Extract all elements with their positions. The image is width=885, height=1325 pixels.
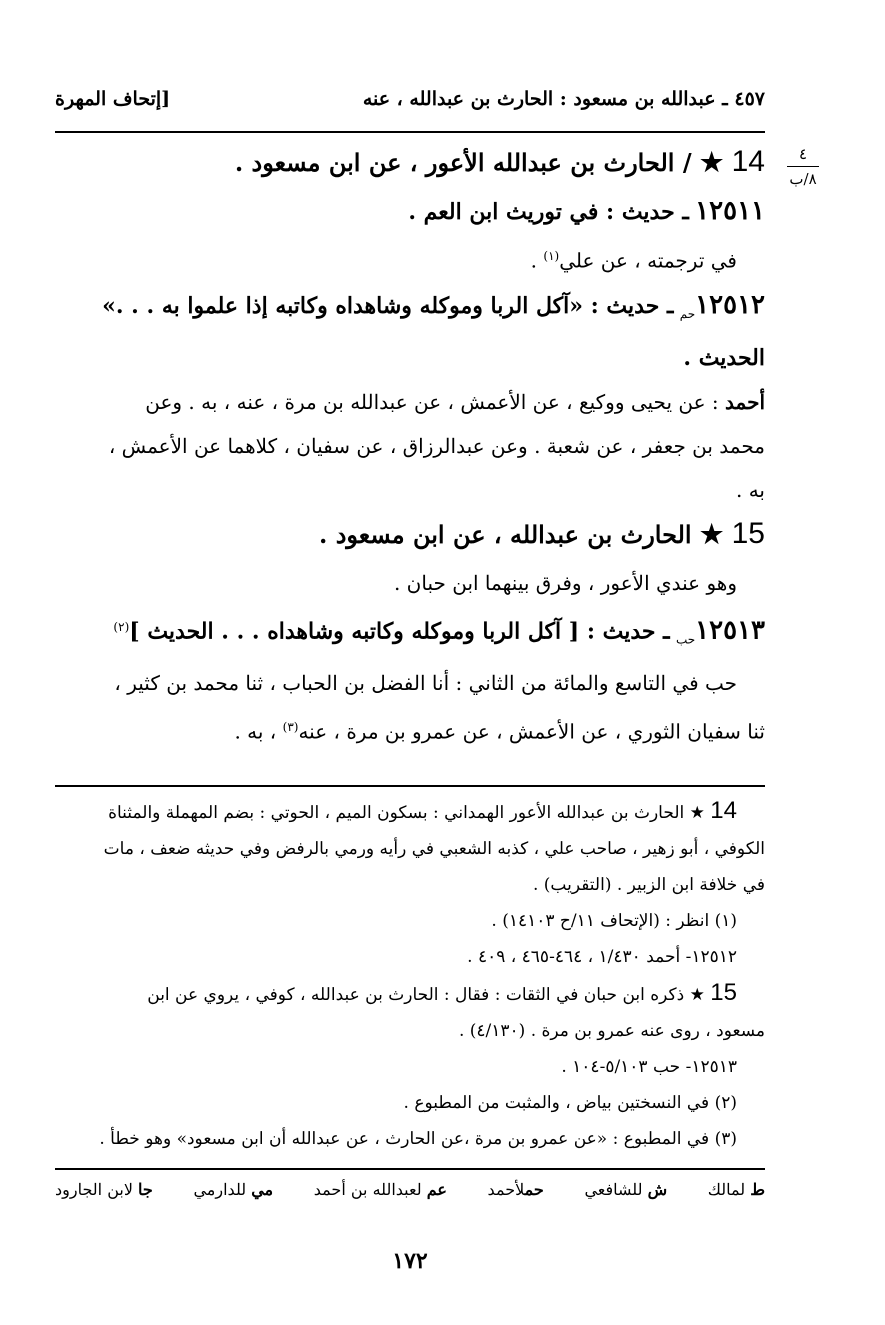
hadith-number: ١٢٥١٢ [695, 289, 765, 320]
footnote-2: (٢) في النسختين بياض ، والمثبت من المطبوع . [403, 1093, 737, 1113]
footnote-text: ذكره ابن حبان في الثقات : فقال : الحارث بن عبدالله ، كوفي ، يروي عن ابن [147, 985, 685, 1005]
footnotes [55, 793, 765, 1157]
hadith-text-12511 [55, 234, 765, 283]
sigla-item: مي للدارمي [193, 1180, 274, 1199]
sigla-rule [55, 1168, 765, 1170]
text-line: به . [735, 477, 765, 502]
footnote-12512: ١٢٥١٢- أحمد ١/٤٣٠ ، ٤٦٤-٤٦٥ ، ٤٠٩ . [467, 947, 737, 967]
manuscript-folio-note [781, 145, 825, 188]
sigla-legend [55, 1180, 765, 1199]
footnote-rule [55, 785, 765, 787]
sigla-item: عم لعبدالله بن أحمد [313, 1180, 447, 1199]
narrator-name: الحارث بن عبدالله ، عن ابن مسعود . [318, 519, 692, 549]
header-book-title: [إتحاف المهرة [55, 88, 171, 110]
star-icon: ★ [689, 803, 705, 823]
footnote-text: مسعود ، روى عنه عمرو بن مرة . (٤/١٣٠) . [458, 1021, 765, 1041]
footnote-text: الحارث بن عبدالله الأعور الهمداني : بسكون الميم ، الحوتي : بضم المهملة والمثناة [108, 803, 685, 823]
hadith-number: ١٢٥١١ [695, 196, 765, 226]
text-line: ثنا سفيان الثوري ، عن الأعمش ، عن عمرو بن مرة ، عنه [298, 719, 765, 744]
folio-top: ٤ [798, 145, 808, 163]
sigla-item: ش للشافعي [584, 1180, 668, 1199]
footnote-text: الكوفي ، أبو زهير ، صاحب علي ، كذبه الشعبي في رأيه ورمي بالرفض وفي حديثه ضعف ، مات [103, 839, 765, 859]
narrator-heading-15 [55, 512, 765, 557]
page-number: ١٧٢ [392, 1248, 428, 1274]
footnote-narrator-number: 14 [710, 797, 737, 824]
narrator-note-15: وهو عندي الأعور ، وفرق بينهما ابن حبان . [393, 570, 737, 595]
text-line: حب في التاسع والمائة من الثاني : أنا الفضل بن الحباب ، ثنا محمد بن كثير ، [114, 671, 737, 696]
footnote-14 [55, 793, 765, 831]
source-author: أحمد [725, 389, 765, 414]
footnote-3: (٣) في المطبوع : «عن عمرو بن مرة ،عن الحارث ، عن عبدالله أن ابن مسعود» وهو خطأ . [99, 1129, 737, 1149]
folio-divider [787, 166, 819, 167]
book-page [55, 0, 817, 1325]
hadith-heading-12511 [55, 189, 765, 234]
header-chapter-title: ٤٥٧ ـ عبدالله بن مسعود : الحارث بن عبدالله ، عنه [362, 88, 765, 110]
hadith-number: ١٢٥١٣ [695, 615, 765, 646]
footnote-1: (١) انظر : (الإتحاف ١١/ح ١٤١٠٣) . [491, 911, 737, 931]
text-end: . [530, 248, 544, 273]
footnote-ref: (١) [543, 249, 560, 263]
narrator-name: / الحارث بن عبدالله الأعور ، عن ابن مسعود . [234, 148, 692, 177]
narrator-heading-14 [55, 140, 765, 185]
text-line: في ترجمته ، عن علي [559, 248, 737, 273]
star-icon: ★ [689, 985, 705, 1005]
source-abbr: حب [675, 632, 696, 647]
source-abbr: حم [679, 306, 696, 321]
text-line: محمد بن جعفر ، عن شعبة . وعن عبدالرزاق ، عن سفيان ، كلاهما عن الأعمش ، [108, 433, 765, 458]
footnote-12513: ١٢٥١٣- حب ٥/١٠٣-١٠٤ . [561, 1057, 737, 1077]
text-end: ، به . [234, 719, 283, 744]
footnote-ref: (٣) [282, 720, 299, 735]
hadith-title: ـ حديث : في توريث ابن العم . [408, 199, 689, 225]
folio-bottom: ٨/ب [789, 170, 817, 188]
hadith-heading-12512 [55, 283, 765, 336]
hadith-heading-12513 [55, 605, 765, 662]
footnote-narrator-number: 15 [710, 979, 737, 1006]
narrator-number: 14 [731, 145, 765, 178]
footnote-ref: (٢) [113, 619, 130, 634]
main-text [55, 140, 765, 754]
text-line: : عن يحيى ووكيع ، عن الأعمش ، عن عبدالله بن مرة ، عنه ، به . وعن [145, 389, 719, 414]
footnote-15 [55, 975, 765, 1013]
star-icon: ★ [699, 148, 724, 178]
sigla-item: ط لمالك [707, 1180, 765, 1199]
footnote-text: في خلافة ابن الزبير . (التقريب) . [532, 875, 765, 895]
narrator-number: 15 [731, 516, 765, 550]
header-rule [55, 131, 765, 133]
hadith-title: ـ حديث : «آكل الربا وموكله وشاهداه وكاتبه إذا علموا به . . .» [102, 292, 674, 319]
hadith-text-12512 [55, 380, 765, 424]
running-header [55, 82, 765, 116]
sigla-item: حملأحمد [487, 1180, 544, 1199]
hadith-text-12513-end [55, 705, 765, 754]
hadith-title: ـ حديث : [ آكل الربا وموكله وكاتبه وشاهداه . . . الحديث ] [129, 618, 670, 645]
sigla-item: جا لابن الجارود [55, 1180, 153, 1199]
star-icon: ★ [699, 519, 724, 550]
hadith-title-cont: الحديث . [683, 344, 765, 371]
